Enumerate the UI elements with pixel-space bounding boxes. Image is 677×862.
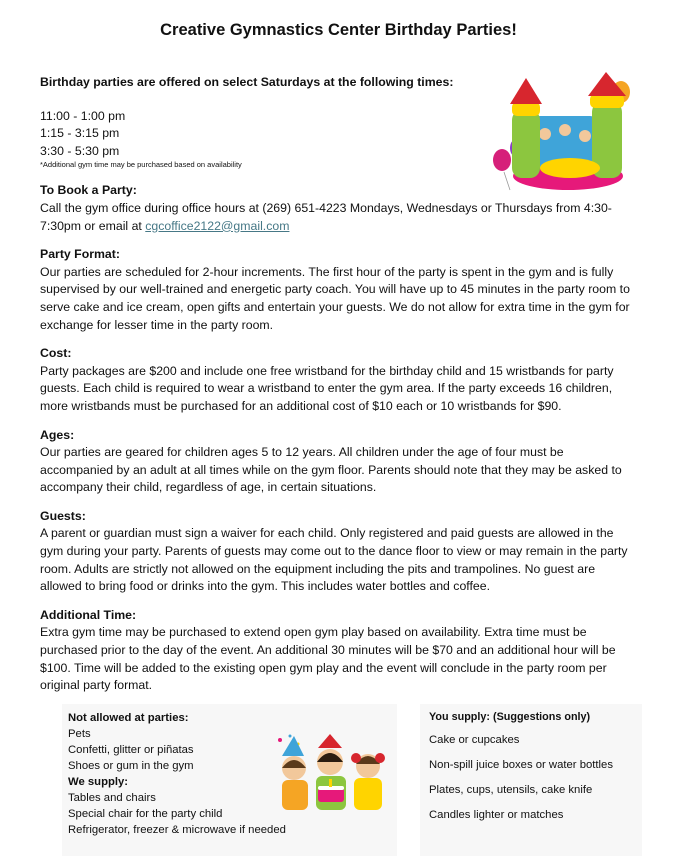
you-supply-item: Non-spill juice boxes or water bottles bbox=[429, 759, 613, 771]
you-supply-item: Candles lighter or matches bbox=[429, 809, 564, 821]
guests-section bbox=[40, 508, 640, 596]
you-supply-heading: You supply: (Suggestions only) bbox=[429, 711, 591, 723]
not-allowed-item: Pets bbox=[68, 728, 91, 740]
cost-text: Party packages are $200 and include one free wristband for the birthday child and 15 wristbands for party guests. Each child is required to wear a wristband to enter the gym area. If the party exceeds 16 children, more wristbands must be purchased for an additional cost of $10 each or 10 wristbands for $90. bbox=[40, 363, 614, 413]
additional-text: Extra gym time may be purchased to extend open gym play based on availability. Extra time must be purchased prior to the day of the event. An additional 30 minutes will be $70 and an additional hour will be $100. Time will be added to the existing open gym play and the event will conclude in the party room per original party format. bbox=[40, 625, 616, 693]
ages-section bbox=[40, 427, 640, 497]
we-supply-heading: We supply: bbox=[68, 776, 129, 788]
ages-heading: Ages: bbox=[40, 427, 75, 442]
additional-section bbox=[40, 607, 640, 695]
format-heading: Party Format: bbox=[40, 247, 120, 262]
not-allowed-heading: Not allowed at parties: bbox=[68, 712, 189, 724]
booking-body: Call the gym office during office hours at (269) 651-4223 Mondays, Wednesdays or Thursdays from 4:30-7:30pm or email at bbox=[40, 200, 612, 233]
format-section bbox=[40, 246, 640, 334]
time-slot: 3:30 - 5:30 pm bbox=[40, 143, 120, 158]
bounce-castle-illustration bbox=[490, 72, 635, 192]
email-link[interactable]: cgcoffice2122@gmail.com bbox=[145, 218, 290, 233]
booking-heading: To Book a Party: bbox=[40, 183, 137, 198]
ages-text: Our parties are geared for children ages 5 to 12 years. All children under the age of four must be accompanied by an adult at all times while on the gym floor. Parents should note that they may be asked to accompany their child, regardless of age, in certain situations. bbox=[40, 445, 622, 495]
format-text: Our parties are scheduled for 2-hour increments. The first hour of the party is spent in the gym and is fully supervised by our well-trained and energetic party coach. You will have up to 45 minutes in the party room to serve cake and ice cream, open gifts and entertain your guests. We do not allow for extra time in the gym for exchange for lesser time in the party room. bbox=[40, 264, 630, 332]
kids-with-cake-illustration bbox=[272, 734, 390, 816]
we-supply-item: Refrigerator, freezer & microwave if needed bbox=[68, 824, 286, 836]
not-allowed-item: Confetti, glitter or piñatas bbox=[68, 744, 194, 756]
not-allowed-item: Shoes or gum in the gym bbox=[68, 760, 194, 772]
you-supply-item: Plates, cups, utensils, cake knife bbox=[429, 784, 593, 796]
page-title: Creative Gymnastics Center Birthday Parties! bbox=[160, 21, 517, 39]
you-supply-item: Cake or cupcakes bbox=[429, 734, 520, 746]
additional-heading: Additional Time: bbox=[40, 607, 137, 622]
cost-heading: Cost: bbox=[40, 346, 72, 361]
we-supply-item: Special chair for the party child bbox=[68, 808, 223, 820]
time-slot: 11:00 - 1:00 pm bbox=[40, 108, 126, 123]
time-slot: 1:15 - 3:15 pm bbox=[40, 126, 120, 141]
we-supply-item: Tables and chairs bbox=[68, 792, 156, 804]
guests-text: A parent or guardian must sign a waiver for each child. Only registered and paid guests are allowed in the gym during your party. Parents of guests may come out to the dance floor to view or may remain in the party room. Adults are strictly not allowed on the equipment including the pits and trampolines. No guest are allowed to bring food or drinks into the gym. This includes water bottles and coffee. bbox=[40, 526, 628, 594]
intro-text: Birthday parties are offered on select Saturdays at the following times: bbox=[40, 75, 454, 89]
guests-heading: Guests: bbox=[40, 508, 86, 523]
booking-text bbox=[40, 200, 640, 235]
footnote: *Additional gym time may be purchased based on availability bbox=[40, 160, 242, 170]
you-supply-box bbox=[420, 704, 642, 856]
cost-section bbox=[40, 345, 640, 415]
